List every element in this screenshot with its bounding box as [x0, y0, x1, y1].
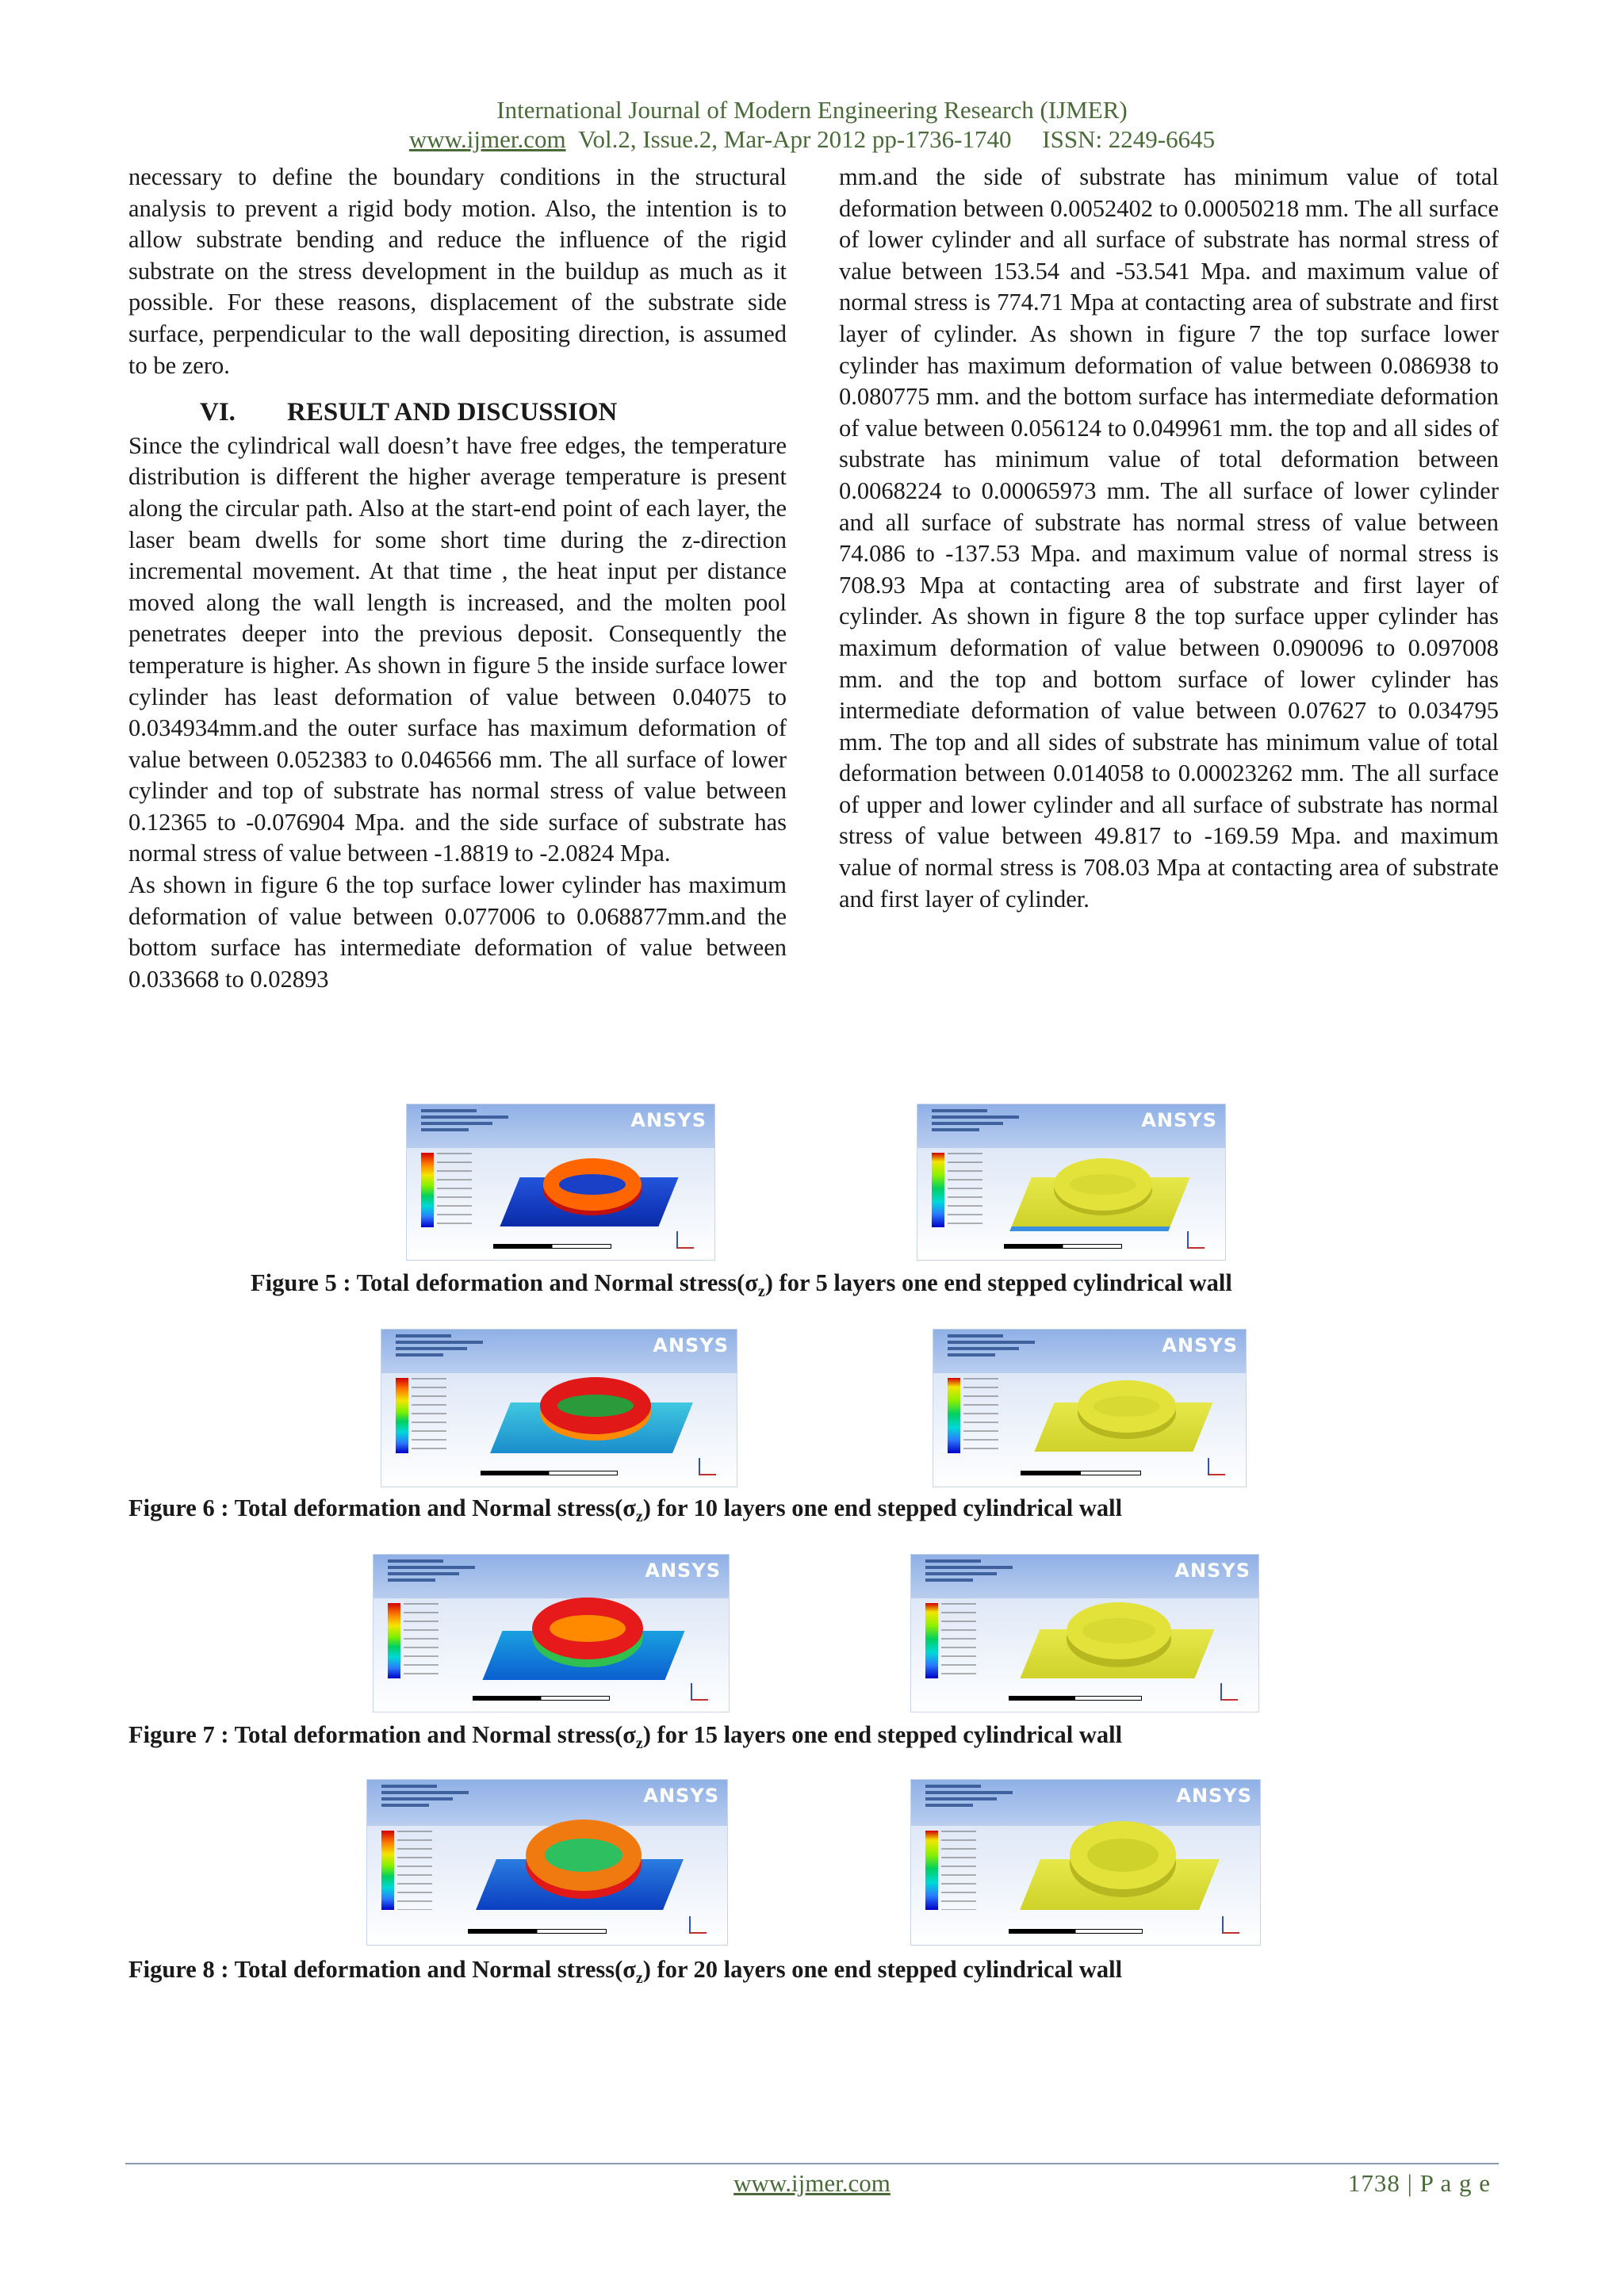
- figure-5-caption: Figure 5 : Total deformation and Normal $stress(\sigma_z)$ for 5 layers one end stepped cylindrical wall: [251, 1269, 1232, 1301]
- footer-website-link[interactable]: www.ijmer.com: [733, 2169, 891, 2197]
- figure-8-deformation-image: [366, 1779, 728, 1946]
- figure-label: Figure 8 :: [128, 1956, 229, 1983]
- figure-5-deformation-image: [406, 1104, 715, 1261]
- left-column: [128, 162, 787, 995]
- figure-7-deformation-image: [373, 1554, 730, 1712]
- journal-info-line: [0, 124, 1624, 154]
- figure-label: Figure 6 :: [128, 1494, 229, 1521]
- volume-info: Vol.2, Issue.2, Mar-Apr 2012 pp-1736-1740: [578, 125, 1012, 153]
- figure-7-normal-stress-image: [910, 1554, 1259, 1712]
- figure-7-caption: Figure 7 : Total deformation and Normal $stress(\sigma_z)$ for 15 layers one end stepped cylindrical wall: [128, 1721, 1123, 1753]
- section-title: RESULT AND DISCUSSION: [287, 398, 618, 427]
- paragraph: As shown in figure 6 the top surface lower cylinder has maximum deformation of value between 0.077006 to 0.068877mm.and the bottom surface has intermediate deformation of value between 0.033668 to 0.02893: [128, 871, 787, 993]
- page-number: 1738 | P a g e: [1347, 2169, 1491, 2197]
- figure-6-caption: Figure 6 : Total deformation and Normal $stress(\sigma_z)$ for 10 layers one end stepped cylindrical wall: [128, 1494, 1123, 1526]
- paragraph: mm.and the side of substrate has minimum value of total deformation between 0.0052402 to 0.00050218 mm. The all surface of lower cylinder and all surface of substrate has normal stress of value between 153.54 and -53.541 Mpa. and maximum value of normal stress is 774.71 Mpa at contacting area of substrate and first layer of cylinder. As shown in figure 7 the top surface lower cylinder has maximum deformation of value between 0.086938 to 0.080775 mm. and the bottom surface has intermediate deformation of value between 0.056124 to 0.049961 mm. the top and all sides of substrate has minimum value of total deformation between 0.0068224 to 0.00065973 mm. The all surface of lower cylinder and all surface of substrate has normal stress of value between 74.086 to -137.53 Mpa. and maximum value of normal stress is 708.93 Mpa at contacting area of substrate and first layer of cylinder. As shown in figure 8 the top surface upper cylinder has maximum deformation of value between 0.090096 to 0.097008 mm. and the top and bottom surface of lower cylinder has intermediate deformation of value between 0.07627 to 0.034795 mm. The top and all sides of substrate has minimum value of total deformation between 0.014058 to 0.00023262 mm. The all surface of upper and lower cylinder and all surface of substrate has normal stress of value between 49.817 to -169.59 Mpa. and maximum value of normal stress is 708.03 Mpa at contacting area of substrate and first layer of cylinder.: [839, 163, 1499, 913]
- section-number: VI.: [200, 398, 236, 427]
- journal-website-link[interactable]: www.ijmer.com: [408, 125, 566, 153]
- figure-8-normal-stress-image: [910, 1779, 1261, 1946]
- journal-header: [0, 95, 1624, 154]
- ansys-logo: ANSYS: [643, 1785, 719, 1807]
- paragraph: Since the cylindrical wall doesn’t have free edges, the temperature distribution is different the higher average temperature is present along the circular path. Also at the start-end point of each layer, the laser beam dwells for some short time during the z-direction incremental movement. At that time , the heat input per distance moved along the wall length is increased, and the molten pool penetrates deeper into the previous deposit. Consequently the temperature is higher. As shown in figure 5 the inside surface lower cylinder has least deformation of value between 0.04075 to 0.034934mm.and the outer surface has maximum deformation of value between 0.052383 to 0.046566 mm. The all surface of lower cylinder and top of substrate has normal stress of value between 0.12365 to -0.076904 Mpa. and the side surface of substrate has normal stress of value between -1.8819 to -2.0824 Mpa.: [128, 431, 787, 867]
- ansys-logo: ANSYS: [1162, 1334, 1238, 1357]
- footer-divider: [125, 2163, 1499, 2164]
- ansys-logo: ANSYS: [1174, 1559, 1251, 1582]
- figure-label: Figure 5 :: [251, 1269, 351, 1296]
- ansys-logo: ANSYS: [630, 1109, 707, 1131]
- ansys-logo: ANSYS: [1176, 1785, 1252, 1807]
- figure-6-deformation-image: [381, 1329, 737, 1487]
- figure-8-caption: Figure 8 : Total deformation and Normal $stress(\sigma_z)$ for 20 layers one end stepped cylindrical wall: [128, 1956, 1123, 1988]
- ansys-logo: ANSYS: [645, 1559, 721, 1582]
- journal-title: International Journal of Modern Engineering Research (IJMER): [496, 96, 1128, 124]
- figure-label: Figure 7 :: [128, 1721, 229, 1748]
- issn: ISSN: 2249-6645: [1042, 125, 1216, 153]
- ansys-logo: ANSYS: [1141, 1109, 1217, 1131]
- section-heading: [128, 397, 787, 429]
- paragraph: necessary to define the boundary conditions in the structural analysis to prevent a rigid body motion. Also, the intention is to allow substrate bending and reduce the influence of the rigid substrate on the stress development in the buildup as much as it possible. For these reasons, displacement of the substrate side surface, perpendicular to the wall depositing direction, is assumed to be zero.: [128, 163, 787, 379]
- right-column: [839, 162, 1499, 915]
- figure-6-normal-stress-image: [933, 1329, 1247, 1487]
- figure-5-normal-stress-image: [917, 1104, 1226, 1261]
- ansys-logo: ANSYS: [653, 1334, 729, 1357]
